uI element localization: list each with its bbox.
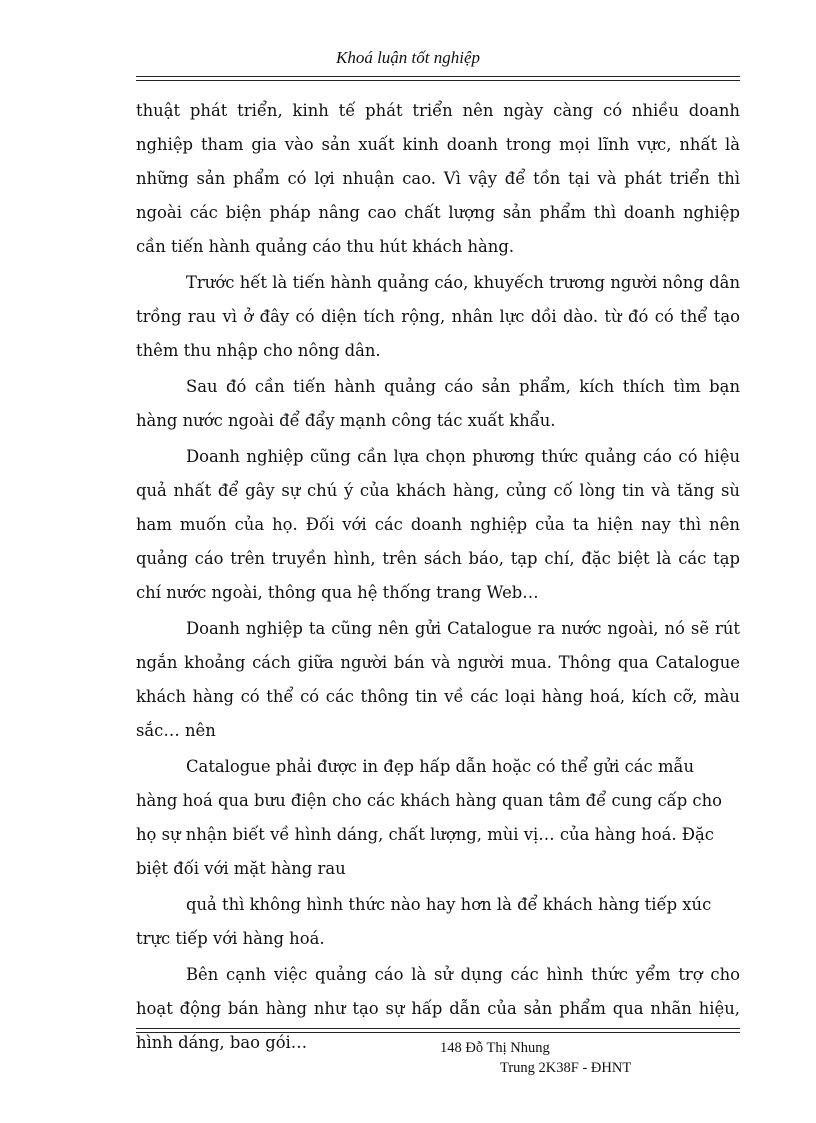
page-header-title: Khoá luận tốt nghiệp <box>335 48 481 67</box>
footer-class-school: Trung 2K38F - ĐHNT <box>500 1060 632 1076</box>
paragraph-continuation: thuật phát triển, kinh tế phát triển nên ngày càng có nhiều doanh nghiệp tham gia vào sản xuất kinh doanh trong mọi lĩnh vực, nhất là những sản phẩm có lợi nhuận cao. Vì vậy để tồn tại và phát triển thì ngoài các biện pháp nâng cao chất lượng sản phẩm thì doanh nghiệp cần tiến hành quảng cáo thu hút khách hàng. <box>136 101 740 256</box>
header-rule-bottom <box>136 80 740 81</box>
header-rule-top <box>136 76 740 77</box>
document-body <box>136 94 740 1062</box>
footer-rule-bottom <box>136 1032 740 1033</box>
footer-page-author: 148 Đỗ Thị Nhung <box>440 1040 550 1056</box>
paragraph: Doanh nghiệp ta cũng nên gửi Catalogue ra nước ngoài, nó sẽ rút ngắn khoảng cách giữa người bán và người mua. Thông qua Catalogue khách hàng có thể có các thông tin về các loại hàng hoá, kích cỡ, màu sắc… nên <box>136 619 740 740</box>
paragraph: Trước hết là tiến hành quảng cáo, khuyếch trương người nông dân trồng rau vì ở đây có diện tích rộng, nhân lực dồi dào. từ đó có thể tạo thêm thu nhập cho nông dân. <box>136 273 740 360</box>
paragraph: Bên cạnh việc quảng cáo là sử dụng các hình thức yểm trợ cho hoạt động bán hàng như tạo sự hấp dẫn của sản phẩm qua nhãn hiệu, hình dáng, bao gói… <box>136 965 740 1052</box>
paragraph: Doanh nghiệp cũng cần lựa chọn phương thức quảng cáo có hiệu quả nhất để gây sự chú ý của khách hàng, củng cố lòng tin và tăng sù ham muốn của họ. Đối với các doanh nghiệp của ta hiện nay thì nên quảng cáo trên truyền hình, trên sách báo, tạp chí, đặc biệt là các tạp chí nước ngoài, thông qua hệ thống trang Web… <box>136 447 740 602</box>
paragraph: quả thì không hình thức nào hay hơn là để khách hàng tiếp xúc trực tiếp với hàng hoá. <box>136 895 712 948</box>
paragraph: Catalogue phải được in đẹp hấp dẫn hoặc có thể gửi các mẫu hàng hoá qua bưu điện cho các khách hàng quan tâm để cung cấp cho họ sự nhận biết về hình dáng, chất lượng, mùi vị… của hàng hoá. Đặc biệt đối với mặt hàng rau <box>136 757 722 878</box>
footer-rule-top <box>136 1028 740 1029</box>
paragraph: Sau đó cần tiến hành quảng cáo sản phẩm, kích thích tìm bạn hàng nước ngoài để đẩy mạnh công tác xuất khẩu. <box>136 377 740 430</box>
